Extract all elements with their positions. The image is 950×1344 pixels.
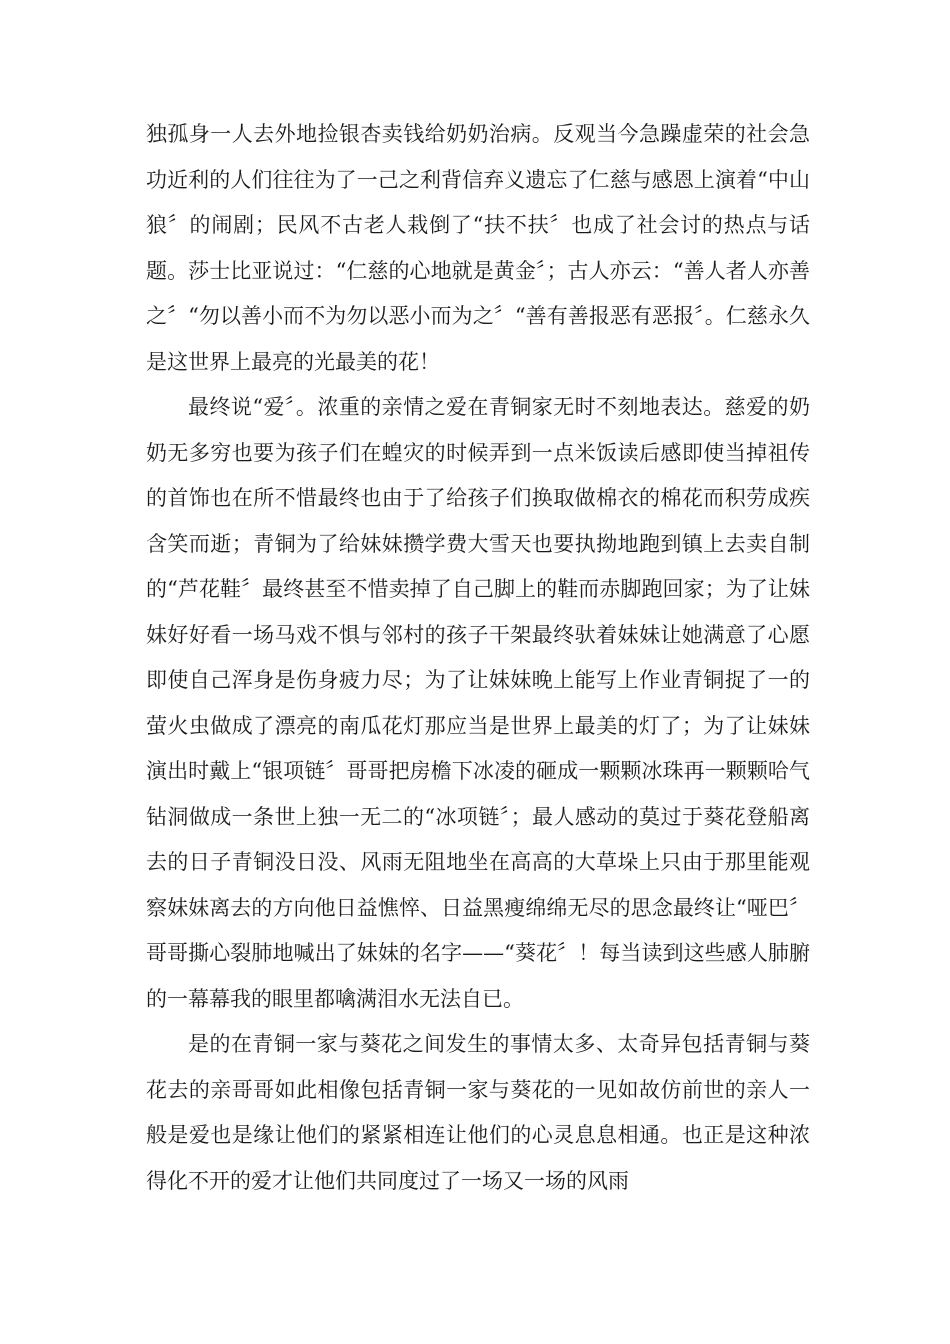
paragraph-2: 最终说“爱〞。浓重的亲情之爱在青铜家无时不刻地表达。慈爱的奶奶无多穷也要为孩子们在蝗灾的时候弄到一点米饭读后感即使当掉祖传的首饰也在所不惜最终也由于了给孩子们换取做棉衣的棉花而积劳成疾含笑而逝；青铜为了给妹妹攒学费大雪天也要执拗地跑到镇上去卖自制的“芦花鞋〞最终甚至不惜卖掉了自己脚上的鞋而赤脚跑回家；为了让妹妹好好看一场马戏不惧与邻村的孩子干架最终驮着妹妹让她满意了心愿即使自己浑身是伤身疲力尽；为了让妹妹晚上能写上作业青铜捉了一的萤火虫做成了漂亮的南瓜花灯那应当是世界上最美的灯了；为了让妹妹演出时戴上“银项链〞哥哥把房檐下冰凌的砸成一颗颗冰珠再一颗颗哈气钻洞做成一条世上独一无二的“冰项链〞；最人感动的莫过于葵花登船离去的日子青铜没日没、风雨无阻地坐在高高的大草垛上只由于那里能观察妹妹离去的方向他日益憔悴、日益黑瘦绵绵无尽的思念最终让“哑巴〞哥哥撕心裂肺地喊出了妹妹的名字——“葵花〞！每当读到这些感人肺腑的一幕幕我的眼里都噙满泪水无法自已。 (146, 395, 810, 1011)
document-body (146, 112, 810, 1204)
paragraph-1: 独孤身一人去外地捡银杏卖钱给奶奶治病。反观当今急躁虚荣的社会急功近利的人们往往为了一己之利背信弃义遗忘了仁慈与感恩上演着“中山狼〞的闹剧；民风不古老人栽倒了“扶不扶〞也成了社会讨的热点与话题。莎士比亚说过：“仁慈的心地就是黄金〞；古人亦云：“善人者人亦善之〞“勿以善小而不为勿以恶小而为之〞“善有善报恶有恶报〞。仁慈永久是这世界上最亮的光最美的花！ (146, 122, 810, 374)
paragraph-3: 是的在青铜一家与葵花之间发生的事情太多、太奇异包括青铜与葵花去的亲哥哥如此相像包括青铜一家与葵花的一见如故仿前世的亲人一般是爱也是缘让他们的紧紧相连让他们的心灵息息相通。也正是这种浓得化不开的爱才让他们共同度过了一场又一场的风雨 (146, 1032, 810, 1193)
